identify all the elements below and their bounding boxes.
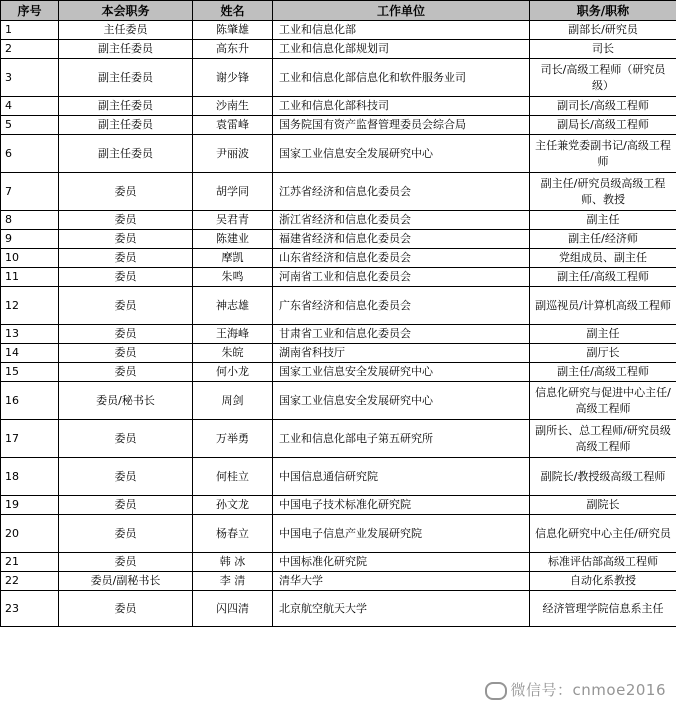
cell-org: 国家工业信息安全发展研究中心: [273, 363, 530, 382]
cell-org: 中国标准化研究院: [273, 553, 530, 572]
cell-org: 山东省经济和信息化委员会: [273, 249, 530, 268]
cell-org: 福建省经济和信息化委员会: [273, 230, 530, 249]
table-row: [1, 382, 676, 420]
table-row: [1, 572, 676, 591]
cell-name: 陈建业: [193, 230, 273, 249]
cell-name: 谢少锋: [193, 59, 273, 97]
cell-role: 委员: [59, 230, 193, 249]
cell-no: 13: [1, 325, 59, 344]
cell-role: 委员: [59, 458, 193, 496]
cell-org: 湖南省科技厅: [273, 344, 530, 363]
cell-title: 信息化研究中心主任/研究员: [530, 515, 676, 553]
table-row: [1, 97, 676, 116]
cell-name: 杨春立: [193, 515, 273, 553]
cell-no: 15: [1, 363, 59, 382]
cell-role: 委员: [59, 173, 193, 211]
table-row: [1, 173, 676, 211]
cell-name: 万举勇: [193, 420, 273, 458]
cell-no: 14: [1, 344, 59, 363]
cell-no: 1: [1, 21, 59, 40]
cell-role: 委员: [59, 420, 193, 458]
table-row: [1, 344, 676, 363]
cell-org: 中国电子信息产业发展研究院: [273, 515, 530, 553]
cell-name: 王海峰: [193, 325, 273, 344]
table-row: [1, 40, 676, 59]
cell-name: 陈肇雄: [193, 21, 273, 40]
cell-no: 17: [1, 420, 59, 458]
table-row: [1, 135, 676, 173]
cell-no: 4: [1, 97, 59, 116]
cell-org: 江苏省经济和信息化委员会: [273, 173, 530, 211]
cell-no: 5: [1, 116, 59, 135]
header-org: 工作单位: [273, 1, 530, 21]
cell-no: 20: [1, 515, 59, 553]
cell-name: 朱皖: [193, 344, 273, 363]
cell-role: 委员: [59, 344, 193, 363]
cell-org: 广东省经济和信息化委员会: [273, 287, 530, 325]
cell-no: 12: [1, 287, 59, 325]
table-row: [1, 268, 676, 287]
table-row: [1, 21, 676, 40]
cell-org: 浙江省经济和信息化委员会: [273, 211, 530, 230]
cell-name: 神志雄: [193, 287, 273, 325]
cell-role: 委员: [59, 553, 193, 572]
cell-role: 副主任委员: [59, 116, 193, 135]
cell-title: 经济管理学院信息系主任: [530, 591, 676, 627]
cell-title: 信息化研究与促进中心主任/高级工程师: [530, 382, 676, 420]
cell-title: 副局长/高级工程师: [530, 116, 676, 135]
cell-title: 副主任/高级工程师: [530, 268, 676, 287]
cell-title: 自动化系教授: [530, 572, 676, 591]
cell-title: 副院长: [530, 496, 676, 515]
cell-role: 委员/副秘书长: [59, 572, 193, 591]
cell-title: 标准评估部高级工程师: [530, 553, 676, 572]
cell-role: 委员: [59, 496, 193, 515]
cell-role: 委员: [59, 287, 193, 325]
cell-name: 袁雷峰: [193, 116, 273, 135]
cell-org: 国家工业信息安全发展研究中心: [273, 382, 530, 420]
cell-role: 主任委员: [59, 21, 193, 40]
cell-no: 22: [1, 572, 59, 591]
cell-name: 高东升: [193, 40, 273, 59]
cell-org: 工业和信息化部信息化和软件服务业司: [273, 59, 530, 97]
table-row: [1, 420, 676, 458]
table-row: [1, 59, 676, 97]
cell-org: 中国电子技术标准化研究院: [273, 496, 530, 515]
cell-no: 6: [1, 135, 59, 173]
table-row: [1, 553, 676, 572]
cell-role: 委员/秘书长: [59, 382, 193, 420]
cell-name: 朱鸣: [193, 268, 273, 287]
cell-org: 工业和信息化部规划司: [273, 40, 530, 59]
cell-role: 委员: [59, 268, 193, 287]
cell-no: 7: [1, 173, 59, 211]
cell-name: 沙南生: [193, 97, 273, 116]
header-title: 职务/职称: [530, 1, 676, 21]
table-row: [1, 458, 676, 496]
cell-org: 清华大学: [273, 572, 530, 591]
cell-name: 李 清: [193, 572, 273, 591]
cell-org: 国务院国有资产监督管理委员会综合局: [273, 116, 530, 135]
cell-no: 23: [1, 591, 59, 627]
cell-org: 甘肃省工业和信息化委员会: [273, 325, 530, 344]
header-no: 序号: [1, 1, 59, 21]
table-row: [1, 325, 676, 344]
cell-title: 副厅长: [530, 344, 676, 363]
cell-role: 委员: [59, 325, 193, 344]
cell-title: 副主任: [530, 211, 676, 230]
table-row: [1, 363, 676, 382]
cell-title: 副所长、总工程师/研究员级高级工程师: [530, 420, 676, 458]
wechat-icon: [485, 682, 507, 700]
cell-name: 何小龙: [193, 363, 273, 382]
cell-no: 18: [1, 458, 59, 496]
cell-title: 副主任/经济师: [530, 230, 676, 249]
cell-name: 胡学同: [193, 173, 273, 211]
cell-title: 副院长/教授级高级工程师: [530, 458, 676, 496]
cell-role: 委员: [59, 249, 193, 268]
cell-name: 尹丽波: [193, 135, 273, 173]
cell-title: 副主任/研究员级高级工程师、教授: [530, 173, 676, 211]
cell-name: 孙文龙: [193, 496, 273, 515]
cell-org: 工业和信息化部科技司: [273, 97, 530, 116]
cell-name: 韩 冰: [193, 553, 273, 572]
header-row: [1, 1, 676, 21]
cell-no: 2: [1, 40, 59, 59]
cell-role: 副主任委员: [59, 97, 193, 116]
cell-title: 司长: [530, 40, 676, 59]
cell-no: 9: [1, 230, 59, 249]
table-row: [1, 496, 676, 515]
cell-title: 主任兼党委副书记/高级工程师: [530, 135, 676, 173]
watermark: [485, 679, 666, 700]
cell-org: 中国信息通信研究院: [273, 458, 530, 496]
table-row: [1, 116, 676, 135]
cell-no: 11: [1, 268, 59, 287]
header-name: 姓名: [193, 1, 273, 21]
cell-title: 副司长/高级工程师: [530, 97, 676, 116]
cell-org: 工业和信息化部电子第五研究所: [273, 420, 530, 458]
cell-name: 何桂立: [193, 458, 273, 496]
cell-no: 19: [1, 496, 59, 515]
cell-title: 副巡视员/计算机高级工程师: [530, 287, 676, 325]
cell-no: 3: [1, 59, 59, 97]
cell-role: 委员: [59, 363, 193, 382]
table-row: [1, 230, 676, 249]
cell-role: 副主任委员: [59, 59, 193, 97]
cell-title: 司长/高级工程师（研究员级）: [530, 59, 676, 97]
cell-name: 周剑: [193, 382, 273, 420]
cell-org: 工业和信息化部: [273, 21, 530, 40]
cell-name: 吴君青: [193, 211, 273, 230]
cell-role: 副主任委员: [59, 135, 193, 173]
cell-no: 16: [1, 382, 59, 420]
header-role: 本会职务: [59, 1, 193, 21]
table-row: [1, 591, 676, 627]
cell-org: 国家工业信息安全发展研究中心: [273, 135, 530, 173]
cell-title: 副部长/研究员: [530, 21, 676, 40]
cell-org: 北京航空航天大学: [273, 591, 530, 627]
table-row: [1, 249, 676, 268]
cell-role: 委员: [59, 515, 193, 553]
table-row: [1, 515, 676, 553]
cell-title: 副主任: [530, 325, 676, 344]
cell-role: 副主任委员: [59, 40, 193, 59]
watermark-text: 微信号：cnmoe2016: [510, 681, 666, 699]
cell-role: 委员: [59, 591, 193, 627]
table-row: [1, 287, 676, 325]
cell-name: 闪四清: [193, 591, 273, 627]
cell-no: 10: [1, 249, 59, 268]
cell-no: 21: [1, 553, 59, 572]
cell-name: 摩凯: [193, 249, 273, 268]
cell-no: 8: [1, 211, 59, 230]
cell-org: 河南省工业和信息化委员会: [273, 268, 530, 287]
cell-title: 副主任/高级工程师: [530, 363, 676, 382]
cell-title: 党组成员、副主任: [530, 249, 676, 268]
cell-role: 委员: [59, 211, 193, 230]
table-row: [1, 211, 676, 230]
